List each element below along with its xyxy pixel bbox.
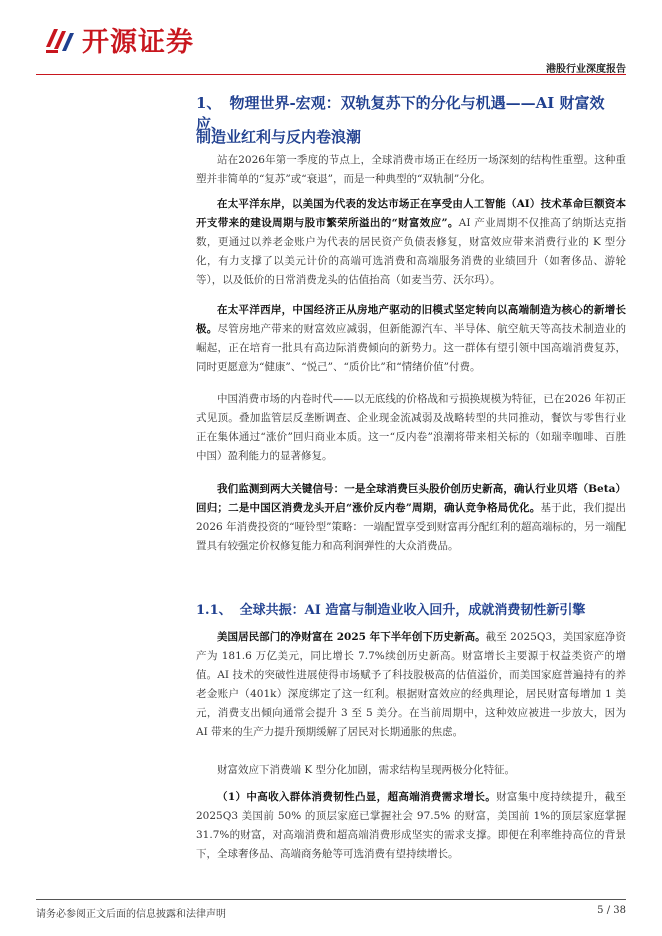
paragraph-intro-text: 站在2026年第一季度的节点上，全球消费市场正在经历一场深刻的结构性重塑。这种重塑并非简单的“复苏”或“衰退”，而是一种典型的“双轨制”分化。 — [196, 154, 626, 185]
brand-mark-icon — [44, 25, 76, 55]
brand-logo — [44, 20, 194, 59]
paragraph-anti-involution-text: 中国消费市场的内卷时代——以无底线的价格战和亏损换规模为特征，已在2026 年初正式见顶。叠加监管层反垄断调查、企业现金流减弱及战略转型的共同推动，餐饮与零售行业正在集体通过“涨价”回归商业本质。这一“反内卷”浪潮将带来相关标的（如瑞幸咖啡、百胜中国）盈利能力的显著修复。 — [196, 393, 626, 462]
paragraph-us — [196, 195, 626, 290]
paragraph-signals-lead: 我们监测到两大关键信号：一是全球消费巨头股价创历史新高，确认行业贝塔（Beta）回归；二是中国区消费龙头开启“涨价反内卷”周期，确认竞争格局优化。 — [196, 483, 626, 514]
brand-name: 开源证券 — [82, 27, 194, 58]
header-divider — [36, 74, 626, 75]
report-type: 港股行业深度报告 — [546, 64, 626, 75]
paragraph-high-income — [196, 788, 626, 864]
paragraph-signals-text: 基于此，我们提出 2026 年消费投资的“哑铃型”策略：一端配置享受到财富再分配红利的超高端标的，另一端配置具有较强定价权修复能力和高利润弹性的大众消费品。 — [196, 502, 627, 552]
paragraph-us-wealth-lead: 美国居民部门的净财富在 2025 年下半年创下历史新高。 — [217, 631, 486, 643]
paragraph-us-lead: 在太平洋东岸，以美国为代表的发达市场正在享受由人工智能（AI）技术革命巨额资本开支带来的建设周期与股市繁荣所溢出的“财富效应”。 — [196, 198, 626, 229]
paragraph-high-income-text: 财富集中度持续提升，截至 2025Q3 美国前 50% 的顶层家庭已掌握社会 97.5% 的财富，美国前 1%的顶层家庭掌握 31.7%的财富，对高端消费和超高端消费形成坚实的需求支撑。即便在利率维持高位的背景下，全球奢侈品、高端商务舱等可选消费有望持续增长。 — [196, 791, 626, 860]
paragraph-china-lead: 在太平洋西岸，中国经济正从房地产驱动的旧模式坚定转向以高端制造为核心的新增长极。 — [196, 304, 626, 335]
section-1-1-title: 全球共振：AI 造富与制造业收入回升，成就消费韧性新引擎 — [239, 603, 586, 618]
paragraph-intro — [196, 151, 626, 189]
paragraph-k-shape-text: 财富效应下消费端 K 型分化加剧，需求结构呈现两极分化特征。 — [217, 764, 516, 776]
paragraph-signals — [196, 480, 626, 556]
paragraph-china — [196, 301, 626, 377]
paragraph-us-text: AI 产业周期不仅推高了纳斯达克指数，更通过以养老金账户为代表的居民资产负债表修复，财富效应带来消费行业的 K 型分化，有力支撑了以美元计价的高端可选消费和高端服务消费的业绩回升（如奢侈品、游轮等），以及低价的日常消费龙头的估值抬高（如麦当劳、沃尔玛）。 — [196, 217, 626, 286]
footer-divider — [36, 899, 626, 900]
paragraph-k-shape — [196, 761, 626, 780]
page-header — [0, 0, 662, 80]
section-1-title-line2: 制造业红利与反内卷浪潮 — [196, 128, 362, 146]
page-number: 5 / 38 — [597, 905, 626, 916]
section-1-heading-cont — [196, 126, 626, 147]
section-1-title-line1: 物理世界-宏观：双轨复苏下的分化与机遇——AI 财富效应、 — [196, 94, 605, 133]
paragraph-us-wealth-text: 截至 2025Q3，美国家庭净资产为 181.6 万亿美元，同比增长 7.7%续创历史新高。财富增长主要源于权益类资产的增值。AI 技术的突破性进展使得市场赋予了科技股极高的估值溢价，而美国家庭普遍持有的养老金账户（401k）深度绑定了这一红利。根据财富效应的经典理论，居民财富每增加 1 美元，消费支出倾向通常会提升 3 至 5 美分。在当前周期中，这种效应被进一步放大，因为 AI 带来的生产力提升预期缓解了居民对长期通胀的焦虑。 — [196, 631, 626, 738]
paragraph-high-income-lead: （1）中高收入群体消费韧性凸显，超高端消费需求增长。 — [217, 791, 497, 803]
section-1-number: 1、 — [196, 94, 222, 112]
paragraph-anti-involution — [196, 390, 626, 466]
paragraph-china-text: 尽管房地产带来的财富效应减弱，但新能源汽车、半导体、航空航天等高技术制造业的崛起，正在培育一批具有高边际消费倾向的新势力。这一群体有望引领中国高端消费复苏，同时更愿意为“健康”、“悦己”、“质价比”和“情绪价值”付费。 — [196, 323, 627, 373]
paragraph-us-wealth — [196, 628, 626, 742]
section-1-1-number: 1.1、 — [196, 603, 232, 618]
section-1-1-heading — [196, 599, 626, 618]
footer-disclaimer: 请务必参阅正文后面的信息披露和法律声明 — [36, 909, 226, 920]
